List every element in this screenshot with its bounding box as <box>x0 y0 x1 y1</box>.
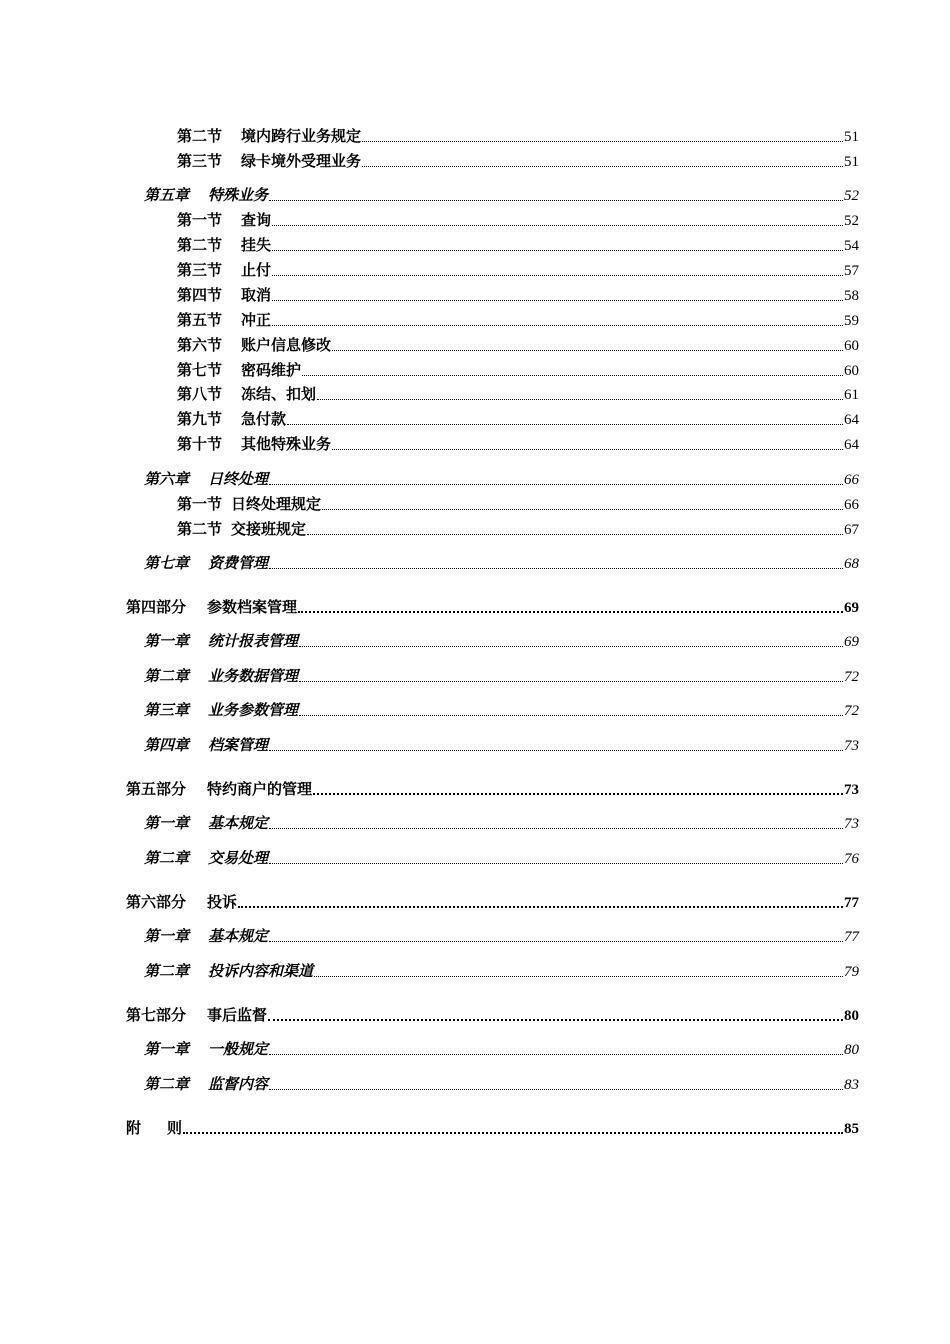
dot-leader <box>298 611 843 613</box>
toc-entry-page-number: 80 <box>844 1042 859 1058</box>
toc-entry-title: 境内跨行业务规定 <box>241 127 362 145</box>
dot-leader <box>268 1019 843 1021</box>
toc-entry-title: 则 <box>167 1119 183 1137</box>
dot-leader <box>299 681 843 682</box>
toc-entry-title: 日终处理规定 <box>231 495 322 513</box>
toc-entry-page-number: 83 <box>844 1077 859 1093</box>
toc-entry-title: 统计报表管理 <box>208 632 299 650</box>
toc-entry-number: 第五章 <box>144 186 190 204</box>
toc-entry-page-number: 60 <box>844 363 859 379</box>
toc-entry-title: 资费管理 <box>208 554 269 572</box>
dot-leader <box>183 1132 843 1134</box>
toc-entry-section[interactable] <box>177 283 859 305</box>
dot-leader <box>269 828 843 829</box>
toc-entry-number: 第六节 <box>177 336 223 354</box>
toc-entry-title: 投诉内容和渠道 <box>208 962 314 980</box>
dot-leader <box>332 350 843 351</box>
toc-entry-title: 业务参数管理 <box>208 701 299 719</box>
toc-entry-title: 基本规定 <box>208 814 269 832</box>
toc-entry-title: 密码维护 <box>241 361 302 379</box>
toc-entry-chapter[interactable] <box>144 924 859 946</box>
toc-entry-number: 第八节 <box>177 385 223 403</box>
toc-entry-number: 第一节 <box>177 495 223 513</box>
toc-entry-page-number: 57 <box>844 263 859 279</box>
toc-entry-part[interactable] <box>126 595 859 617</box>
toc-entry-number: 第三章 <box>144 701 190 719</box>
dot-leader <box>287 424 843 425</box>
toc-entry-title: 事后监督 <box>207 1006 268 1024</box>
toc-entry-page-number: 73 <box>844 738 859 754</box>
toc-entry-title: 绿卡境外受理业务 <box>241 152 362 170</box>
toc-entry-number: 第二章 <box>144 849 190 867</box>
toc-entry-page-number: 80 <box>844 1008 859 1024</box>
toc-entry-page-number: 51 <box>844 129 859 145</box>
toc-entry-section[interactable] <box>177 208 859 230</box>
dot-leader <box>269 941 843 942</box>
toc-entry-page-number: 64 <box>844 437 859 453</box>
toc-entry-part[interactable] <box>126 1003 859 1025</box>
toc-entry-number: 第一章 <box>144 814 190 832</box>
toc-entry-number: 附 <box>126 1119 142 1137</box>
toc-entry-section[interactable] <box>177 517 859 539</box>
dot-leader <box>272 300 843 301</box>
toc-entry-number: 第二章 <box>144 1075 190 1093</box>
toc-entry-number: 第五部分 <box>126 780 187 798</box>
toc-entry-page-number: 69 <box>844 634 859 650</box>
toc-entry-number: 第三节 <box>177 261 223 279</box>
toc-entry-page-number: 67 <box>844 522 859 538</box>
toc-entry-chapter[interactable] <box>144 629 859 651</box>
toc-entry-page-number: 73 <box>844 782 859 798</box>
toc-entry-number: 第二节 <box>177 236 223 254</box>
toc-entry-page-number: 73 <box>844 816 859 832</box>
toc-entry-page-number: 52 <box>844 213 859 229</box>
toc-entry-number: 第一章 <box>144 632 190 650</box>
toc-entry-title: 监督内容 <box>208 1075 269 1093</box>
toc-entry-chapter[interactable] <box>144 811 859 833</box>
toc-entry-page-number: 54 <box>844 238 859 254</box>
toc-entry-page-number: 79 <box>844 964 859 980</box>
toc-entry-section[interactable] <box>177 432 859 454</box>
toc-entry-page-number: 76 <box>844 851 859 867</box>
toc-entry-number: 第七节 <box>177 361 223 379</box>
toc-entry-number: 第一章 <box>144 1040 190 1058</box>
toc-entry-page-number: 58 <box>844 288 859 304</box>
toc-entry-section[interactable] <box>177 358 859 380</box>
dot-leader <box>269 1054 843 1055</box>
toc-entry-number: 第二节 <box>177 127 223 145</box>
toc-entry-number: 第六部分 <box>126 893 187 911</box>
dot-leader <box>269 750 843 751</box>
toc-entry-title: 急付款 <box>241 410 287 428</box>
dot-leader <box>269 200 843 201</box>
toc-entry-chapter[interactable] <box>144 1037 859 1059</box>
dot-leader <box>317 399 843 400</box>
dot-leader <box>272 225 843 226</box>
toc-entry-section[interactable] <box>177 492 859 514</box>
toc-entry-number: 第二节 <box>177 520 223 538</box>
dot-leader <box>332 449 843 450</box>
toc-entry-chapter[interactable] <box>144 664 859 686</box>
toc-entry-page-number: 51 <box>844 154 859 170</box>
toc-entry-part[interactable] <box>126 777 859 799</box>
dot-leader <box>269 863 843 864</box>
toc-entry-part[interactable] <box>126 890 859 912</box>
dot-leader <box>272 325 843 326</box>
toc-entry-title: 特殊业务 <box>208 186 269 204</box>
toc-entry-page-number: 77 <box>844 895 859 911</box>
toc-entry-page-number: 52 <box>844 188 859 204</box>
toc-entry-section[interactable] <box>177 308 859 330</box>
toc-entry-page-number: 72 <box>844 703 859 719</box>
toc-entry-number: 第二章 <box>144 667 190 685</box>
toc-entry-title: 交易处理 <box>208 849 269 867</box>
dot-leader <box>362 141 843 142</box>
toc-entry-number: 第七章 <box>144 554 190 572</box>
dot-leader <box>269 1089 843 1090</box>
dot-leader <box>362 166 843 167</box>
toc-entry-page-number: 66 <box>844 472 859 488</box>
dot-leader <box>272 250 843 251</box>
toc-entry-page-number: 66 <box>844 497 859 513</box>
toc-entry-chapter[interactable] <box>144 698 859 720</box>
dot-leader <box>238 906 843 908</box>
toc-entry-chapter[interactable] <box>144 846 859 868</box>
toc-entry-chapter[interactable] <box>144 467 859 489</box>
toc-entry-title: 冲正 <box>241 311 272 329</box>
toc-entry-page-number: 69 <box>844 600 859 616</box>
toc-entry-number: 第四部分 <box>126 598 187 616</box>
toc-entry-title: 一般规定 <box>208 1040 269 1058</box>
toc-entry-chapter[interactable] <box>144 551 859 573</box>
toc-entry-section[interactable] <box>177 124 859 146</box>
toc-entry-chapter[interactable] <box>144 733 859 755</box>
toc-entry-part[interactable] <box>126 1116 859 1138</box>
toc-entry-title: 参数档案管理 <box>207 598 298 616</box>
toc-entry-number: 第七部分 <box>126 1006 187 1024</box>
dot-leader <box>299 646 843 647</box>
toc-entry-section[interactable] <box>177 233 859 255</box>
toc-entry-section[interactable] <box>177 258 859 280</box>
toc-entry-section[interactable] <box>177 149 859 171</box>
dot-leader <box>269 568 843 569</box>
toc-entry-page-number: 77 <box>844 929 859 945</box>
toc-entry-title: 日终处理 <box>208 470 269 488</box>
toc-entry-number: 第十节 <box>177 435 223 453</box>
toc-entry-chapter[interactable] <box>144 1072 859 1094</box>
toc-entry-title: 挂失 <box>241 236 272 254</box>
toc-entry-section[interactable] <box>177 333 859 355</box>
toc-entry-section[interactable] <box>177 407 859 429</box>
dot-leader <box>313 793 843 795</box>
toc-entry-title: 止付 <box>241 261 272 279</box>
toc-entry-title: 查询 <box>241 211 272 229</box>
toc-entry-title: 其他特殊业务 <box>241 435 332 453</box>
toc-entry-chapter[interactable] <box>144 959 859 981</box>
toc-entry-page-number: 68 <box>844 556 859 572</box>
toc-entry-number: 第四节 <box>177 286 223 304</box>
dot-leader <box>272 275 843 276</box>
toc-entry-page-number: 60 <box>844 338 859 354</box>
dot-leader <box>307 534 843 535</box>
toc-entry-number: 第二章 <box>144 962 190 980</box>
toc-entry-title: 基本规定 <box>208 927 269 945</box>
toc-entry-page-number: 72 <box>844 669 859 685</box>
dot-leader <box>302 375 843 376</box>
toc-entry-chapter[interactable] <box>144 183 859 205</box>
toc-entry-number: 第九节 <box>177 410 223 428</box>
dot-leader <box>322 509 843 510</box>
toc-entry-title: 档案管理 <box>208 736 269 754</box>
toc-entry-title: 取消 <box>241 286 272 304</box>
toc-entry-title: 投诉 <box>207 893 238 911</box>
toc-entry-title: 业务数据管理 <box>208 667 299 685</box>
toc-entry-page-number: 61 <box>844 387 859 403</box>
toc-entry-number: 第三节 <box>177 152 223 170</box>
dot-leader <box>314 976 843 977</box>
toc-entry-page-number: 85 <box>844 1121 859 1137</box>
dot-leader <box>299 715 843 716</box>
toc-entry-number: 第六章 <box>144 470 190 488</box>
toc-entry-number: 第四章 <box>144 736 190 754</box>
toc-entry-title: 账户信息修改 <box>241 336 332 354</box>
toc-entry-page-number: 64 <box>844 412 859 428</box>
toc-entry-title: 特约商户的管理 <box>207 780 313 798</box>
toc-entry-section[interactable] <box>177 382 859 404</box>
toc-entry-title: 冻结、扣划 <box>241 385 317 403</box>
toc-entry-title: 交接班规定 <box>231 520 307 538</box>
toc-entry-number: 第五节 <box>177 311 223 329</box>
toc-entry-page-number: 59 <box>844 313 859 329</box>
dot-leader <box>269 484 843 485</box>
toc-entry-number: 第一节 <box>177 211 223 229</box>
toc-entry-number: 第一章 <box>144 927 190 945</box>
